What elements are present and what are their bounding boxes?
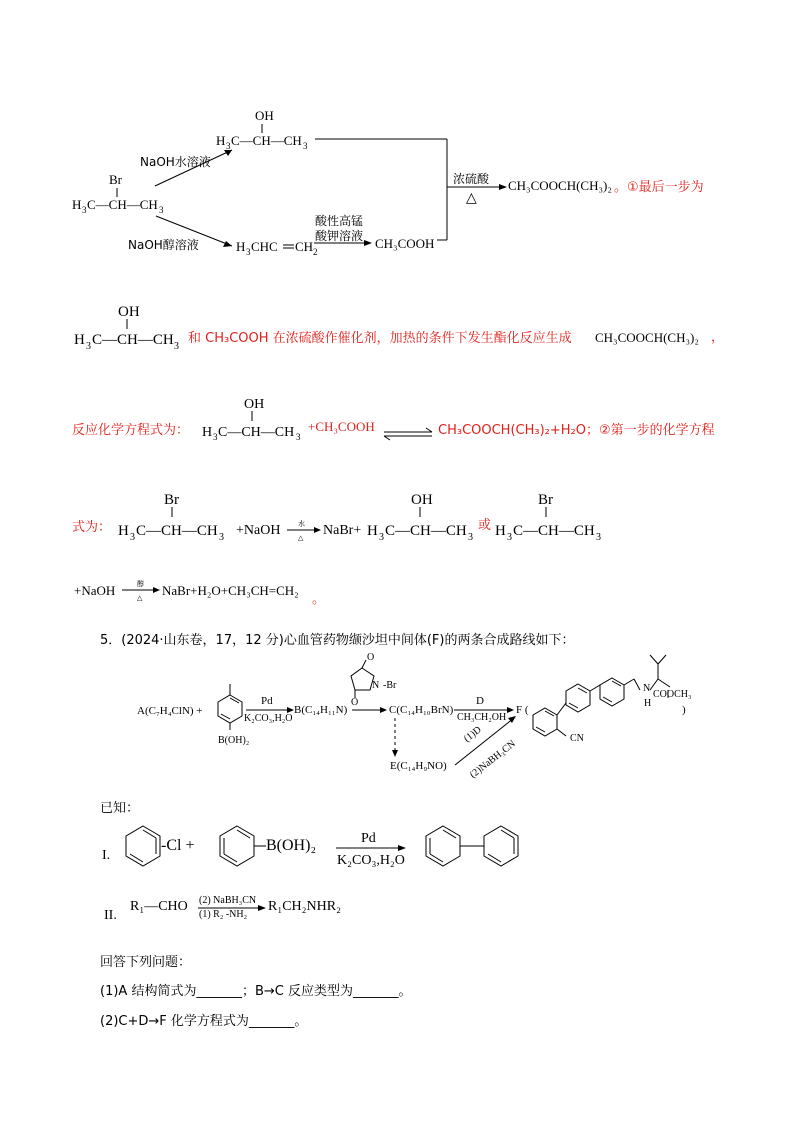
aldehyde: R₁—CHO	[130, 899, 188, 914]
svg-text:2: 2	[313, 247, 318, 257]
intermediate-c: C(C₁₄H₁₀BrN)	[389, 704, 454, 716]
equation-lead: 反应化学方程式为：	[72, 423, 190, 438]
cn-group: CN	[570, 733, 584, 744]
svg-text:3: 3	[159, 205, 164, 215]
svg-text:OH: OH	[118, 304, 140, 320]
svg-text:3: 3	[303, 141, 308, 151]
svg-text:3: 3	[379, 532, 384, 543]
svg-text:3: 3	[213, 432, 218, 442]
svg-text:Br: Br	[164, 492, 179, 508]
svg-text:醇: 醇	[137, 580, 144, 588]
nbs-br: -Br	[383, 680, 397, 691]
svg-text:H: H	[236, 239, 246, 254]
reactant-a: A(C₇H₄ClN) +	[137, 705, 203, 717]
period: 。	[312, 591, 326, 606]
svg-text:H: H	[202, 425, 213, 440]
svg-text:H: H	[216, 133, 226, 148]
ethanol-label: CH₃CH₂OH	[457, 712, 507, 723]
amine-n: N	[643, 683, 651, 694]
plus-acetic: +CH₃COOH	[308, 419, 375, 434]
svg-text:3: 3	[246, 247, 251, 257]
svg-text:3: 3	[82, 205, 87, 215]
acetic-acid: CH₃COOH	[375, 236, 435, 251]
equation-2-lead: 式为：	[72, 520, 112, 535]
step-bottom: (1) R₂ -NH₂	[199, 909, 248, 920]
amine-h: H	[644, 698, 652, 709]
svg-text:OH: OH	[411, 492, 433, 508]
svg-text:水: 水	[298, 520, 305, 528]
nbs-o-bottom: O	[351, 697, 359, 708]
svg-text:3: 3	[296, 432, 301, 442]
svg-text:C—CH—CH: C—CH—CH	[231, 133, 302, 148]
svg-text:3: 3	[130, 532, 135, 543]
svg-text:3: 3	[468, 532, 473, 543]
close-paren: )	[682, 704, 686, 716]
known-1-label: I.	[102, 848, 111, 863]
nbs-o-top: O	[367, 652, 375, 663]
pd-label: Pd	[261, 695, 273, 707]
nabr-plus: NaBr+	[323, 523, 362, 538]
intermediate-e: E(C₁₄H₉NO)	[390, 760, 447, 772]
known-pd: Pd	[361, 831, 376, 846]
svg-text:H: H	[72, 197, 82, 212]
h2so4-label: 浓硫酸	[453, 172, 490, 186]
svg-text:OH: OH	[244, 397, 265, 412]
k2co3-label: K₂CO₃,H₂O	[244, 713, 293, 724]
heat-symbol: △	[466, 191, 477, 206]
boronic-acid: B(OH)₂	[218, 735, 250, 746]
step-2: (2)NaBH₃CN	[468, 738, 518, 781]
or-word: 或	[478, 518, 492, 533]
question-title: 5．(2024·山东卷，17，12 分)心血管药物缬沙坦中间体(F)的两条合成路线如下：	[100, 633, 575, 648]
known-conditions: K₂CO₃,H₂O	[337, 853, 405, 868]
svg-text:CH: CH	[295, 239, 314, 254]
svg-text:C—CH—CH: C—CH—CH	[136, 523, 218, 539]
amine-product: R₁CH₂NHR₂	[268, 899, 341, 914]
svg-text:H: H	[118, 523, 129, 539]
svg-text:△: △	[137, 594, 143, 602]
answer-prompt: 回答下列问题：	[100, 955, 192, 970]
step-1: (1)D	[462, 724, 484, 745]
question-2: (2)C+D→F 化学方程式为_______。	[100, 1014, 308, 1029]
br-label: Br	[109, 172, 122, 187]
svg-text:3: 3	[226, 141, 231, 151]
plus-naoh-2: +NaOH	[74, 583, 116, 598]
naoh-aqueous-label: NaOH水溶液	[140, 155, 211, 169]
esterification-text: 和 CH₃COOH 在浓硫酸作催化剂，加热的条件下发生酯化反应生成	[188, 331, 572, 346]
methyl-ester: COOCH₃	[653, 689, 692, 700]
svg-text:CHC: CHC	[251, 239, 278, 254]
kmno4-label-2: 酸钾溶液	[315, 229, 364, 243]
svg-text:C—CH—CH: C—CH—CH	[513, 523, 595, 539]
svg-text:3: 3	[219, 532, 224, 543]
svg-text:H: H	[495, 523, 506, 539]
ester-product: CH₃COOCH(CH₃)₂	[508, 178, 612, 193]
question-1: (1)A 结构简式为_______；B→C 反应类型为_______。	[100, 984, 412, 999]
svg-text:H: H	[74, 332, 85, 348]
svg-text:△: △	[298, 534, 304, 542]
known-heading: 已知：	[100, 801, 140, 816]
intermediate-b: B(C₁₄H₁₁N)	[294, 704, 348, 716]
chloro-plus: -Cl +	[161, 837, 195, 854]
step-top: (2) NaBH₃CN	[199, 895, 257, 906]
elimination-products: NaBr+H₂O+CH₃CH=CH₂	[162, 583, 299, 598]
nbs-n: N	[372, 680, 380, 691]
svg-text:C—CH—CH: C—CH—CH	[87, 197, 158, 212]
ester-formula: CH₃COOCH(CH₃)₂	[595, 330, 699, 345]
product-f: F (	[516, 704, 529, 716]
svg-text:C—CH—CH: C—CH—CH	[385, 523, 467, 539]
svg-text:H: H	[367, 523, 378, 539]
svg-text:Br: Br	[538, 492, 553, 508]
svg-text:C—CH—CH: C—CH—CH	[92, 332, 174, 348]
svg-text:3: 3	[86, 341, 91, 352]
svg-text:C—CH—CH: C—CH—CH	[218, 425, 295, 440]
kmno4-label-1: 酸性高锰	[315, 214, 364, 228]
svg-text:3: 3	[596, 532, 601, 543]
last-step-note: 。①最后一步为	[614, 180, 704, 195]
plus-naoh: +NaOH	[236, 523, 281, 538]
equation-product: CH₃COOCH(CH₃)₂+H₂O；②第一步的化学方程	[438, 423, 715, 438]
known-boronic-acid: B(OH)₂	[266, 837, 317, 854]
svg-text:3: 3	[174, 341, 179, 352]
d-label: D	[476, 695, 484, 707]
oh-label: OH	[255, 108, 274, 123]
naoh-alcohol-label: NaOH醇溶液	[128, 238, 199, 252]
known-2-label: II.	[104, 908, 117, 923]
comma: ，	[711, 329, 725, 344]
svg-text:3: 3	[507, 532, 512, 543]
